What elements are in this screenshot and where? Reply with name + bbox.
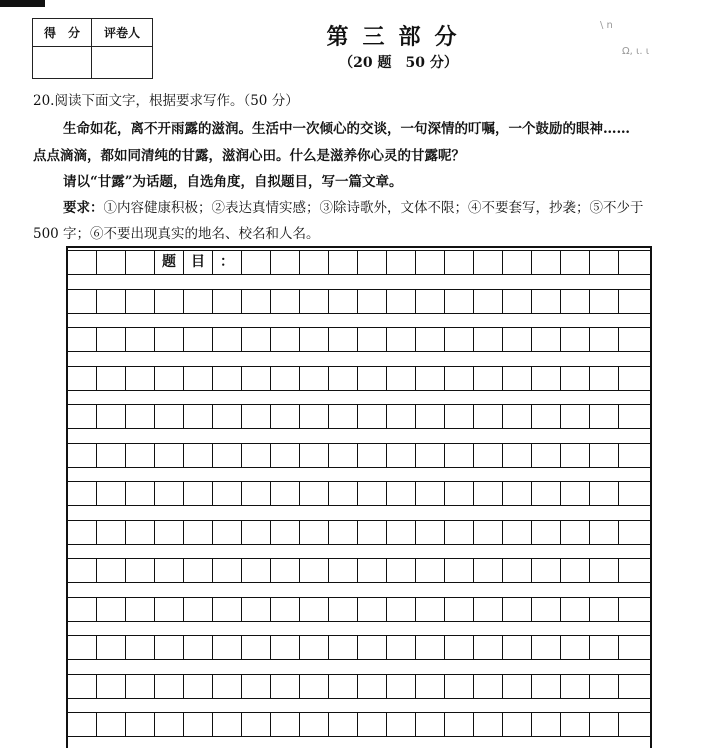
grid-cell[interactable]: [213, 559, 242, 582]
grid-cell[interactable]: [213, 713, 242, 736]
grid-cell[interactable]: [503, 636, 532, 659]
grid-cell[interactable]: [416, 444, 445, 467]
grid-cell[interactable]: [184, 444, 213, 467]
grid-cell[interactable]: [126, 482, 155, 505]
grid-cell[interactable]: [590, 367, 619, 390]
grid-cell[interactable]: [329, 251, 358, 274]
grid-cell[interactable]: [532, 328, 561, 351]
grid-cell[interactable]: [358, 367, 387, 390]
grid-cell[interactable]: [184, 482, 213, 505]
grid-cell[interactable]: [532, 675, 561, 698]
grid-cell[interactable]: [97, 251, 126, 274]
grid-cell[interactable]: [590, 521, 619, 544]
grid-cell[interactable]: [300, 290, 329, 313]
grid-cell[interactable]: [445, 559, 474, 582]
grid-cell[interactable]: [68, 328, 97, 351]
grid-cell[interactable]: [387, 444, 416, 467]
grid-cell[interactable]: [532, 251, 561, 274]
grid-row[interactable]: [68, 366, 650, 391]
grid-cell[interactable]: [97, 598, 126, 621]
grid-cell[interactable]: [155, 328, 184, 351]
grid-cell[interactable]: [474, 598, 503, 621]
grid-cell[interactable]: [619, 444, 648, 467]
grid-cell[interactable]: [619, 405, 648, 428]
grid-cell[interactable]: [503, 675, 532, 698]
grid-cell[interactable]: [213, 598, 242, 621]
grid-cell[interactable]: [242, 444, 271, 467]
grid-cell[interactable]: [445, 636, 474, 659]
grid-cell[interactable]: [242, 521, 271, 544]
grid-cell[interactable]: [387, 328, 416, 351]
grid-cell[interactable]: [590, 636, 619, 659]
grid-cell[interactable]: [416, 675, 445, 698]
grid-cell[interactable]: [532, 367, 561, 390]
grid-cell[interactable]: [271, 521, 300, 544]
grid-cell[interactable]: [358, 444, 387, 467]
grid-cell[interactable]: [271, 367, 300, 390]
grid-cell[interactable]: [329, 598, 358, 621]
grid-cell[interactable]: [387, 598, 416, 621]
grid-cell[interactable]: [213, 675, 242, 698]
grid-cell[interactable]: [561, 598, 590, 621]
question-instruction: 请以“甘露”为话题，自选角度，自拟题目，写一篇文章。: [63, 174, 403, 190]
title-cell[interactable]: 目: [184, 251, 213, 274]
grid-cell[interactable]: [619, 251, 648, 274]
grid-cell[interactable]: [561, 251, 590, 274]
grid-cell[interactable]: [503, 367, 532, 390]
grid-cell[interactable]: [242, 598, 271, 621]
grid-cell[interactable]: [358, 251, 387, 274]
grid-row[interactable]: [68, 250, 650, 275]
grid-cell[interactable]: [329, 328, 358, 351]
grid-cell[interactable]: [416, 559, 445, 582]
grid-cell[interactable]: [300, 444, 329, 467]
grid-cell[interactable]: [474, 251, 503, 274]
grid-cell[interactable]: [619, 482, 648, 505]
grid-cell[interactable]: [387, 367, 416, 390]
grid-cell[interactable]: [619, 675, 648, 698]
grid-cell[interactable]: [126, 251, 155, 274]
grid-cell[interactable]: [213, 405, 242, 428]
grid-cell[interactable]: [271, 444, 300, 467]
grid-row[interactable]: [68, 712, 650, 737]
grid-cell[interactable]: [68, 251, 97, 274]
grid-cell[interactable]: [68, 713, 97, 736]
grid-cell[interactable]: [97, 559, 126, 582]
pencil-scribble: \ n: [600, 20, 613, 31]
grid-cell[interactable]: [184, 405, 213, 428]
grid-cell[interactable]: [590, 482, 619, 505]
grid-cell[interactable]: [126, 367, 155, 390]
grid-cell[interactable]: [184, 367, 213, 390]
grid-cell[interactable]: [590, 559, 619, 582]
grid-cell[interactable]: [503, 405, 532, 428]
grid-cell[interactable]: [387, 521, 416, 544]
grid-cell[interactable]: [358, 328, 387, 351]
grid-cell[interactable]: [300, 482, 329, 505]
grid-cell[interactable]: [474, 636, 503, 659]
grid-cell[interactable]: [68, 636, 97, 659]
grid-cell[interactable]: [68, 405, 97, 428]
grid-cell[interactable]: [68, 444, 97, 467]
grid-cell[interactable]: [329, 482, 358, 505]
grid-cell[interactable]: [561, 290, 590, 313]
grader-label: 评卷人: [92, 19, 153, 47]
grid-cell[interactable]: [590, 328, 619, 351]
grid-cell[interactable]: [155, 598, 184, 621]
grid-cell[interactable]: [590, 675, 619, 698]
grid-cell[interactable]: [242, 405, 271, 428]
grid-cell[interactable]: [561, 636, 590, 659]
grid-cell[interactable]: [387, 675, 416, 698]
grid-cell[interactable]: [590, 713, 619, 736]
grid-cell[interactable]: [126, 675, 155, 698]
grid-cell[interactable]: [532, 636, 561, 659]
grid-cell[interactable]: [155, 444, 184, 467]
grid-cell[interactable]: [561, 405, 590, 428]
grid-cell[interactable]: [474, 367, 503, 390]
grid-cell[interactable]: [184, 636, 213, 659]
grid-cell[interactable]: [97, 328, 126, 351]
grid-cell[interactable]: [619, 559, 648, 582]
grid-cell[interactable]: [416, 405, 445, 428]
grid-cell[interactable]: [445, 251, 474, 274]
grid-cell[interactable]: [532, 598, 561, 621]
grid-cell[interactable]: [300, 559, 329, 582]
grid-cell[interactable]: [213, 328, 242, 351]
grid-cell[interactable]: [474, 444, 503, 467]
grid-cell[interactable]: [387, 636, 416, 659]
grid-cell[interactable]: [387, 482, 416, 505]
grid-cell[interactable]: [358, 559, 387, 582]
grid-cell[interactable]: [619, 521, 648, 544]
grid-cell[interactable]: [271, 405, 300, 428]
grid-cell[interactable]: [532, 713, 561, 736]
grid-cell[interactable]: [155, 675, 184, 698]
grid-cell[interactable]: [329, 559, 358, 582]
grid-cell[interactable]: [503, 290, 532, 313]
grid-cell[interactable]: [445, 713, 474, 736]
grid-cell[interactable]: [474, 405, 503, 428]
grid-cell[interactable]: [445, 521, 474, 544]
grid-cell[interactable]: [590, 290, 619, 313]
grid-cell[interactable]: [474, 328, 503, 351]
grid-cell[interactable]: [300, 521, 329, 544]
grid-cell[interactable]: [97, 367, 126, 390]
grid-cell[interactable]: [242, 251, 271, 274]
grid-cell[interactable]: [155, 482, 184, 505]
grid-row[interactable]: [68, 597, 650, 622]
question-paragraph: 生命如花，离不开雨露的滋润。生活中一次倾心的交谈，一句深情的叮嘱，一个鼓励的眼神……: [63, 121, 630, 137]
grid-cell[interactable]: [358, 521, 387, 544]
grid-cell[interactable]: [155, 405, 184, 428]
grid-cell[interactable]: [532, 290, 561, 313]
grid-cell[interactable]: [97, 482, 126, 505]
grid-cell[interactable]: [503, 713, 532, 736]
grid-cell[interactable]: [242, 367, 271, 390]
grid-cell[interactable]: [416, 521, 445, 544]
grid-cell[interactable]: [329, 636, 358, 659]
grid-cell[interactable]: [561, 521, 590, 544]
grid-cell[interactable]: [300, 328, 329, 351]
grid-cell[interactable]: [97, 444, 126, 467]
grid-cell[interactable]: [300, 713, 329, 736]
grid-cell[interactable]: [387, 713, 416, 736]
grid-cell[interactable]: [300, 367, 329, 390]
grid-cell[interactable]: [619, 713, 648, 736]
grid-cell[interactable]: [619, 290, 648, 313]
title-cell[interactable]: 题: [155, 251, 184, 274]
grid-cell[interactable]: [561, 367, 590, 390]
grid-cell[interactable]: [184, 290, 213, 313]
pencil-scribble: Ω, ι. ι: [622, 46, 650, 57]
grid-cell[interactable]: [503, 444, 532, 467]
grid-cell[interactable]: [271, 598, 300, 621]
grid-cell[interactable]: [126, 444, 155, 467]
grid-cell[interactable]: [590, 251, 619, 274]
grid-cell[interactable]: [416, 290, 445, 313]
grid-cell[interactable]: [329, 367, 358, 390]
grid-cell[interactable]: [242, 559, 271, 582]
grid-cell[interactable]: [532, 405, 561, 428]
grid-cell[interactable]: [126, 559, 155, 582]
grid-cell[interactable]: [503, 598, 532, 621]
grid-cell[interactable]: [213, 482, 242, 505]
grid-cell[interactable]: [97, 713, 126, 736]
grid-cell[interactable]: [329, 713, 358, 736]
grid-cell[interactable]: [155, 367, 184, 390]
grid-cell[interactable]: [184, 598, 213, 621]
grid-cell[interactable]: [561, 713, 590, 736]
grid-cell[interactable]: [213, 444, 242, 467]
grid-cell[interactable]: [271, 251, 300, 274]
grid-cell[interactable]: [416, 482, 445, 505]
grid-row[interactable]: [68, 327, 650, 352]
grid-cell[interactable]: [271, 636, 300, 659]
grid-cell[interactable]: [532, 559, 561, 582]
grid-cell[interactable]: [329, 405, 358, 428]
grid-cell[interactable]: [126, 713, 155, 736]
grid-cell[interactable]: [416, 636, 445, 659]
requirements-text: ①内容健康积极；②表达真情实感；③除诗歌外，文体不限；④不要套写，抄袭；⑤不少于: [103, 200, 644, 216]
grid-cell[interactable]: [184, 328, 213, 351]
grid-cell[interactable]: [619, 636, 648, 659]
grid-cell[interactable]: [213, 636, 242, 659]
grid-cell[interactable]: [445, 405, 474, 428]
question-header: 20.阅读下面文字，根据要求写作。（50 分）: [33, 93, 299, 109]
grid-cell[interactable]: [561, 444, 590, 467]
grid-cell[interactable]: [242, 328, 271, 351]
grid-cell[interactable]: [300, 675, 329, 698]
grid-cell[interactable]: [242, 290, 271, 313]
grid-cell[interactable]: [300, 636, 329, 659]
grid-cell[interactable]: [503, 251, 532, 274]
grid-cell[interactable]: [416, 713, 445, 736]
grid-cell[interactable]: [271, 559, 300, 582]
grid-cell[interactable]: [126, 598, 155, 621]
grid-cell[interactable]: [416, 328, 445, 351]
grid-cell[interactable]: [329, 290, 358, 313]
grid-cell[interactable]: [358, 290, 387, 313]
grid-cell[interactable]: [445, 444, 474, 467]
grid-cell[interactable]: [503, 482, 532, 505]
grid-row[interactable]: [68, 481, 650, 506]
grid-cell[interactable]: [445, 598, 474, 621]
grid-cell[interactable]: [474, 521, 503, 544]
grid-cell[interactable]: [619, 598, 648, 621]
grid-cell[interactable]: [271, 328, 300, 351]
grid-cell[interactable]: [213, 367, 242, 390]
grid-cell[interactable]: [387, 251, 416, 274]
grid-row[interactable]: [68, 520, 650, 545]
grid-cell[interactable]: [416, 367, 445, 390]
grid-cell[interactable]: [242, 675, 271, 698]
grid-cell[interactable]: [474, 559, 503, 582]
requirements-cont: 500 字；⑥不要出现真实的地名、校名和人名。: [33, 226, 320, 242]
grid-cell[interactable]: [97, 290, 126, 313]
question-paragraph-cont: 点点滴滴，都如同清纯的甘露，滋润心田。什么是滋养你心灵的甘露呢？: [33, 148, 465, 164]
grid-cell[interactable]: [126, 290, 155, 313]
grid-cell[interactable]: [329, 521, 358, 544]
section-subtitle: （20 题 50 分）: [339, 55, 458, 71]
grid-cell[interactable]: [445, 482, 474, 505]
grid-cell[interactable]: [155, 521, 184, 544]
grid-row[interactable]: [68, 404, 650, 429]
grid-cell[interactable]: [300, 598, 329, 621]
grid-cell[interactable]: [561, 482, 590, 505]
grid-cell[interactable]: [474, 482, 503, 505]
grid-cell[interactable]: [126, 521, 155, 544]
requirements: [33, 196, 644, 216]
grid-cell[interactable]: [155, 713, 184, 736]
grid-cell[interactable]: [155, 290, 184, 313]
grid-cell[interactable]: [561, 328, 590, 351]
requirements-label: 要求：: [63, 200, 104, 216]
grid-cell[interactable]: [503, 521, 532, 544]
answer-grid[interactable]: [66, 246, 652, 748]
grid-cell[interactable]: [126, 328, 155, 351]
grid-cell[interactable]: [300, 405, 329, 428]
grid-row[interactable]: [68, 674, 650, 699]
grid-cell[interactable]: [68, 559, 97, 582]
grid-cell[interactable]: [68, 482, 97, 505]
grid-cell[interactable]: [68, 290, 97, 313]
grid-cell[interactable]: [445, 328, 474, 351]
grid-cell[interactable]: [358, 598, 387, 621]
grid-cell[interactable]: [68, 598, 97, 621]
grid-cell[interactable]: [358, 636, 387, 659]
grid-cell[interactable]: [155, 636, 184, 659]
grid-row[interactable]: [68, 289, 650, 314]
grid-cell[interactable]: [358, 482, 387, 505]
grid-cell[interactable]: [590, 405, 619, 428]
grid-cell[interactable]: [68, 675, 97, 698]
grid-cell[interactable]: [242, 713, 271, 736]
grid-cell[interactable]: [387, 559, 416, 582]
grid-cell[interactable]: [213, 290, 242, 313]
grid-cell[interactable]: [474, 290, 503, 313]
section-title: 第三部分: [326, 24, 471, 50]
grid-cell[interactable]: [445, 290, 474, 313]
grid-cell[interactable]: [445, 675, 474, 698]
corner-registration-mark: [0, 0, 45, 7]
grid-row[interactable]: [68, 558, 650, 583]
grid-cell[interactable]: [97, 405, 126, 428]
grid-cell[interactable]: [387, 290, 416, 313]
grid-cell[interactable]: [619, 367, 648, 390]
grid-cell[interactable]: [184, 675, 213, 698]
grid-cell[interactable]: [126, 405, 155, 428]
grid-cell[interactable]: [474, 713, 503, 736]
grid-row[interactable]: [68, 443, 650, 468]
title-cell[interactable]: ：: [213, 251, 242, 274]
grid-cell[interactable]: [329, 444, 358, 467]
grid-cell[interactable]: [271, 713, 300, 736]
grid-cell[interactable]: [213, 521, 242, 544]
grid-cell[interactable]: [532, 482, 561, 505]
grid-cell[interactable]: [97, 521, 126, 544]
grid-cell[interactable]: [97, 675, 126, 698]
grid-cell[interactable]: [242, 636, 271, 659]
grid-cell[interactable]: [503, 328, 532, 351]
grid-cell[interactable]: [532, 444, 561, 467]
grid-cell[interactable]: [97, 636, 126, 659]
grid-cell[interactable]: [329, 675, 358, 698]
grid-cell[interactable]: [242, 482, 271, 505]
score-label: 得 分: [33, 19, 92, 47]
grid-cell[interactable]: [271, 675, 300, 698]
grid-cell[interactable]: [358, 675, 387, 698]
grid-cell[interactable]: [155, 559, 184, 582]
grid-cell[interactable]: [590, 598, 619, 621]
grid-cell[interactable]: [619, 328, 648, 351]
grid-cell[interactable]: [561, 559, 590, 582]
grid-cell[interactable]: [474, 675, 503, 698]
grid-cell[interactable]: [561, 675, 590, 698]
grid-cell[interactable]: [271, 290, 300, 313]
grid-cell[interactable]: [184, 559, 213, 582]
grid-cell[interactable]: [300, 251, 329, 274]
grid-cell[interactable]: [387, 405, 416, 428]
grid-cell[interactable]: [416, 251, 445, 274]
grid-row[interactable]: [68, 635, 650, 660]
grid-cell[interactable]: [445, 367, 474, 390]
grid-cell[interactable]: [503, 559, 532, 582]
grid-cell[interactable]: [126, 636, 155, 659]
grid-cell[interactable]: [590, 444, 619, 467]
grid-cell[interactable]: [271, 482, 300, 505]
grid-cell[interactable]: [358, 713, 387, 736]
grid-cell[interactable]: [532, 521, 561, 544]
grid-cell[interactable]: [68, 521, 97, 544]
grid-cell[interactable]: [358, 405, 387, 428]
grid-cell[interactable]: [184, 521, 213, 544]
grid-cell[interactable]: [184, 713, 213, 736]
grid-cell[interactable]: [68, 367, 97, 390]
grid-cell[interactable]: [416, 598, 445, 621]
